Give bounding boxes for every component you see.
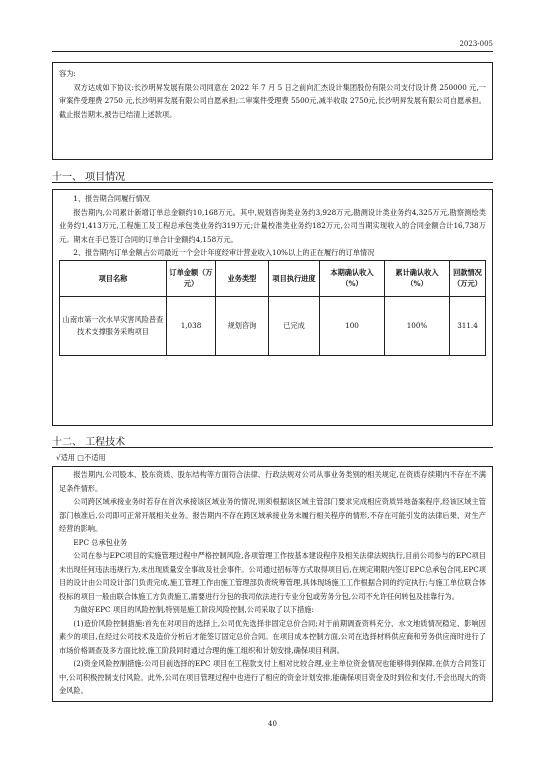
engineering-para-6: (2)资金风险控制措施:公司目前选择的EPC 项目在工程款支付上相对比较合理,业主单位资金情况也能够得到保障,在供方合同签订中,公司积极控制支付风险。此外,公司在项目管理过程中也进行了相应的资金计划安排,能确保项目资金及时到位和支付,不会出现大的资金风险。 (59, 659, 486, 695)
applicability: √适用 □不适用 (56, 453, 106, 462)
project-box (52, 189, 493, 426)
col-progress: 项目执行进度 (269, 260, 320, 296)
sub-heading-2: 2、报告期内订单金额占公司最近一个会计年度经审计营业收入10%以上的正在履行的订单情况 (73, 248, 375, 257)
sub-heading-1: 1、报告期合同履行情况 (73, 194, 150, 203)
section-12-rule (52, 447, 493, 448)
col-project-name: 项目名称 (60, 260, 167, 296)
cell-project-name: 山南市第一次水旱灾害风险普查技术支撑服务采购项目 (60, 296, 167, 355)
engineering-box (52, 466, 493, 702)
lawsuit-box (52, 62, 493, 160)
cell-period-revenue: 100 (320, 296, 385, 355)
page-number: 40 (268, 720, 277, 728)
engineering-para-3: 公司在参与EPC项目的实施管理过程中严格控制风险,各项管理工作按基本建设程序及相关法律法规执行,目前公司参与的EPC项目未出现任何违法违规行为,未出现质量安全事故及社会事件。公司通过招标等方式取得项目后,在规定期限内签订EPC总承包合同,EPC项目的设计由公司设计部门负责完成,施工管理工作由施工管理部负责统筹管理,具体现场施工工作根据合同的约定执行;与施工单位联合体投标的项目一般由联合体施工方负责施工,需要进行分包的我司依法进行专业分包或劳务分包,公司不允许任何转包及挂靠行为。 (59, 551, 486, 601)
section-11-rule (52, 182, 493, 183)
col-collection: 回款情况（万元） (450, 260, 486, 296)
box-paragraph: 双方达成如下协议:长沙明昇发展有限公司同意在 2022 年 7 月 5 日之前向汇杰设计集团股份有限公司支付设计费 250000 元,一审案件受理费 2750 元,长沙明昇发展有限公司自愿承担;二审案件受理费 5500元,减半收取 2750元,长沙明昇发展有限公司自愿承担。截止报告期末,被告已结清上述款项。 (59, 82, 486, 119)
section-11-title: 十一、 项目情况 (52, 172, 126, 183)
col-cumulative-revenue: 累计确认收入（%） (385, 260, 450, 296)
header-rule (52, 51, 493, 52)
doc-code: 2023-005 (459, 40, 493, 48)
engineering-para-5: (1)造价风险控制措施:首先在对项目的选择上,公司优先选择非固定总价合同;对于前期调查资料充分、水文地质情况稳定、影响因素少的项目,在经过公司技术及造价分析后才能签订固定总价合同。在项目成本控制方面,公司在选择材料供应商和劳务供应商时进行了市场价格调查及多方面比较,施工阶段同时通过合理的施工组织和计划安排,确保项目利润。 (59, 618, 486, 655)
cell-collection: 311.4 (450, 296, 486, 355)
col-period-revenue: 本期确认收入（%） (320, 260, 385, 296)
contract-paragraph: 报告期内,公司累计新增订单总金额约10,168万元。其中,规划咨询类业务约3,928万元,勘测设计类业务约4,325万元,勘察测绘类业务约1,413万元,工程施工及工程总承包类业务约319万元;计量校准类业务约182万元,公司当期实现收入的合同金额合计16,738万元。期末在手已签订合同的订单合计金额约4,158万元。 (59, 207, 486, 244)
cell-business-type: 规划咨询 (216, 296, 269, 355)
orders-table (59, 260, 486, 356)
col-order-amount: 订单金额（万元） (167, 260, 216, 296)
engineering-para-2: 公司跨区域承接业务时若存在首次承接该区域业务的情况,则须根据该区域主管部门要求完成相应资质异地备案程序,经该区域主管部门核准后,公司即可正常开展相关业务。报告期内不存在跨区域承接业务未履行相关程序的情形,不存在可能引发的法律后果、对生产经营的影响。 (59, 497, 486, 533)
engineering-para-4: 为做好EPC 项目的风险控制,特别是施工阶段风险控制,公司采取了以下措施: (73, 605, 314, 614)
cell-cumulative-revenue: 100% (385, 296, 450, 355)
cell-order-amount: 1,038 (167, 296, 216, 355)
table-row (60, 296, 486, 355)
engineering-para-1: 报告期内,公司股本、股东资质、股东结构等方面符合法律、行政法规对公司从事业务类别的相关规定,在资质存续期内不存在不满足条件情形。 (59, 470, 486, 493)
section-12-title: 十二、 工程技术 (52, 437, 126, 448)
table-header-row (60, 260, 486, 296)
epc-heading: EPC 总承包业务 (73, 537, 128, 547)
box-label: 容为: (59, 69, 76, 78)
col-business-type: 业务类型 (216, 260, 269, 296)
cell-progress: 已完成 (269, 296, 320, 355)
